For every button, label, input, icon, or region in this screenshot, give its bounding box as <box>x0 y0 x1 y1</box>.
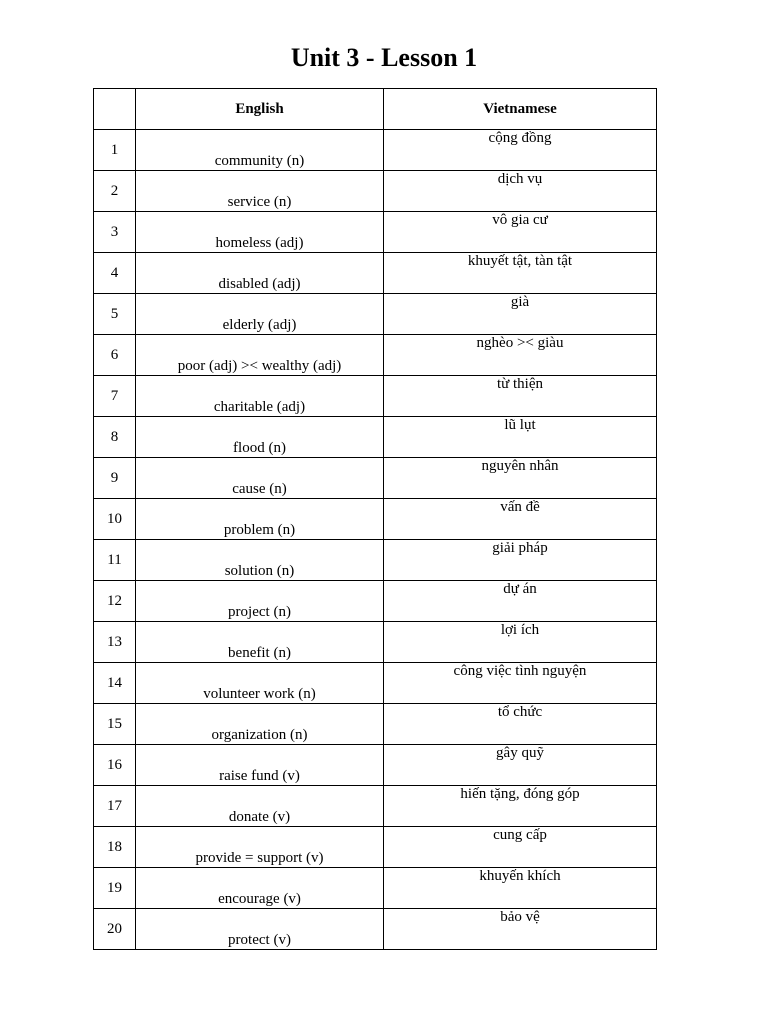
table-row <box>94 540 657 581</box>
english-term: service (n) <box>136 171 384 212</box>
row-number: 13 <box>94 622 136 663</box>
vietnamese-term: tổ chức <box>384 704 657 745</box>
english-term: solution (n) <box>136 540 384 581</box>
row-number: 7 <box>94 376 136 417</box>
english-term: organization (n) <box>136 704 384 745</box>
table-row <box>94 458 657 499</box>
table-row <box>94 335 657 376</box>
row-number: 19 <box>94 868 136 909</box>
english-term: donate (v) <box>136 786 384 827</box>
english-term: volunteer work (n) <box>136 663 384 704</box>
row-number: 14 <box>94 663 136 704</box>
table-row <box>94 171 657 212</box>
english-term: protect (v) <box>136 909 384 950</box>
row-number: 4 <box>94 253 136 294</box>
vietnamese-term: từ thiện <box>384 376 657 417</box>
table-body <box>94 130 657 950</box>
header-vietnamese: Vietnamese <box>384 89 657 130</box>
english-term: disabled (adj) <box>136 253 384 294</box>
row-number: 20 <box>94 909 136 950</box>
vietnamese-term: khuyết tật, tàn tật <box>384 253 657 294</box>
vietnamese-term: dịch vụ <box>384 171 657 212</box>
english-term: benefit (n) <box>136 622 384 663</box>
vietnamese-term: cung cấp <box>384 827 657 868</box>
english-term: poor (adj) >< wealthy (adj) <box>136 335 384 376</box>
english-term: charitable (adj) <box>136 376 384 417</box>
vietnamese-term: lũ lụt <box>384 417 657 458</box>
english-term: provide = support (v) <box>136 827 384 868</box>
vietnamese-term: hiến tặng, đóng góp <box>384 786 657 827</box>
row-number: 2 <box>94 171 136 212</box>
vietnamese-term: bảo vệ <box>384 909 657 950</box>
header-number <box>94 89 136 130</box>
row-number: 1 <box>94 130 136 171</box>
table-row <box>94 704 657 745</box>
table-row <box>94 909 657 950</box>
row-number: 9 <box>94 458 136 499</box>
vietnamese-term: vô gia cư <box>384 212 657 253</box>
vietnamese-term: giải pháp <box>384 540 657 581</box>
vocabulary-table <box>93 88 657 950</box>
english-term: elderly (adj) <box>136 294 384 335</box>
vietnamese-term: khuyến khích <box>384 868 657 909</box>
table-row <box>94 212 657 253</box>
english-term: community (n) <box>136 130 384 171</box>
english-term: flood (n) <box>136 417 384 458</box>
row-number: 5 <box>94 294 136 335</box>
vietnamese-term: công việc tình nguyện <box>384 663 657 704</box>
vietnamese-term: nghèo >< giàu <box>384 335 657 376</box>
row-number: 6 <box>94 335 136 376</box>
table-row <box>94 417 657 458</box>
row-number: 12 <box>94 581 136 622</box>
row-number: 16 <box>94 745 136 786</box>
vietnamese-term: nguyên nhân <box>384 458 657 499</box>
table-row <box>94 294 657 335</box>
row-number: 3 <box>94 212 136 253</box>
vietnamese-term: gây quỹ <box>384 745 657 786</box>
english-term: project (n) <box>136 581 384 622</box>
row-number: 17 <box>94 786 136 827</box>
vietnamese-term: lợi ích <box>384 622 657 663</box>
table-row <box>94 253 657 294</box>
header-english: English <box>136 89 384 130</box>
table-row <box>94 499 657 540</box>
table-row <box>94 622 657 663</box>
table-row <box>94 786 657 827</box>
table-header-row <box>94 89 657 130</box>
english-term: cause (n) <box>136 458 384 499</box>
table-row <box>94 581 657 622</box>
row-number: 15 <box>94 704 136 745</box>
vietnamese-term: cộng đồng <box>384 130 657 171</box>
english-term: raise fund (v) <box>136 745 384 786</box>
table-row <box>94 376 657 417</box>
row-number: 11 <box>94 540 136 581</box>
vietnamese-term: già <box>384 294 657 335</box>
vietnamese-term: vấn đề <box>384 499 657 540</box>
table-row <box>94 827 657 868</box>
row-number: 10 <box>94 499 136 540</box>
table-row <box>94 745 657 786</box>
table-row <box>94 868 657 909</box>
vietnamese-term: dự án <box>384 581 657 622</box>
table-row <box>94 130 657 171</box>
page-title: Unit 3 - Lesson 1 <box>290 43 478 72</box>
english-term: encourage (v) <box>136 868 384 909</box>
english-term: problem (n) <box>136 499 384 540</box>
english-term: homeless (adj) <box>136 212 384 253</box>
row-number: 18 <box>94 827 136 868</box>
row-number: 8 <box>94 417 136 458</box>
table-row <box>94 663 657 704</box>
